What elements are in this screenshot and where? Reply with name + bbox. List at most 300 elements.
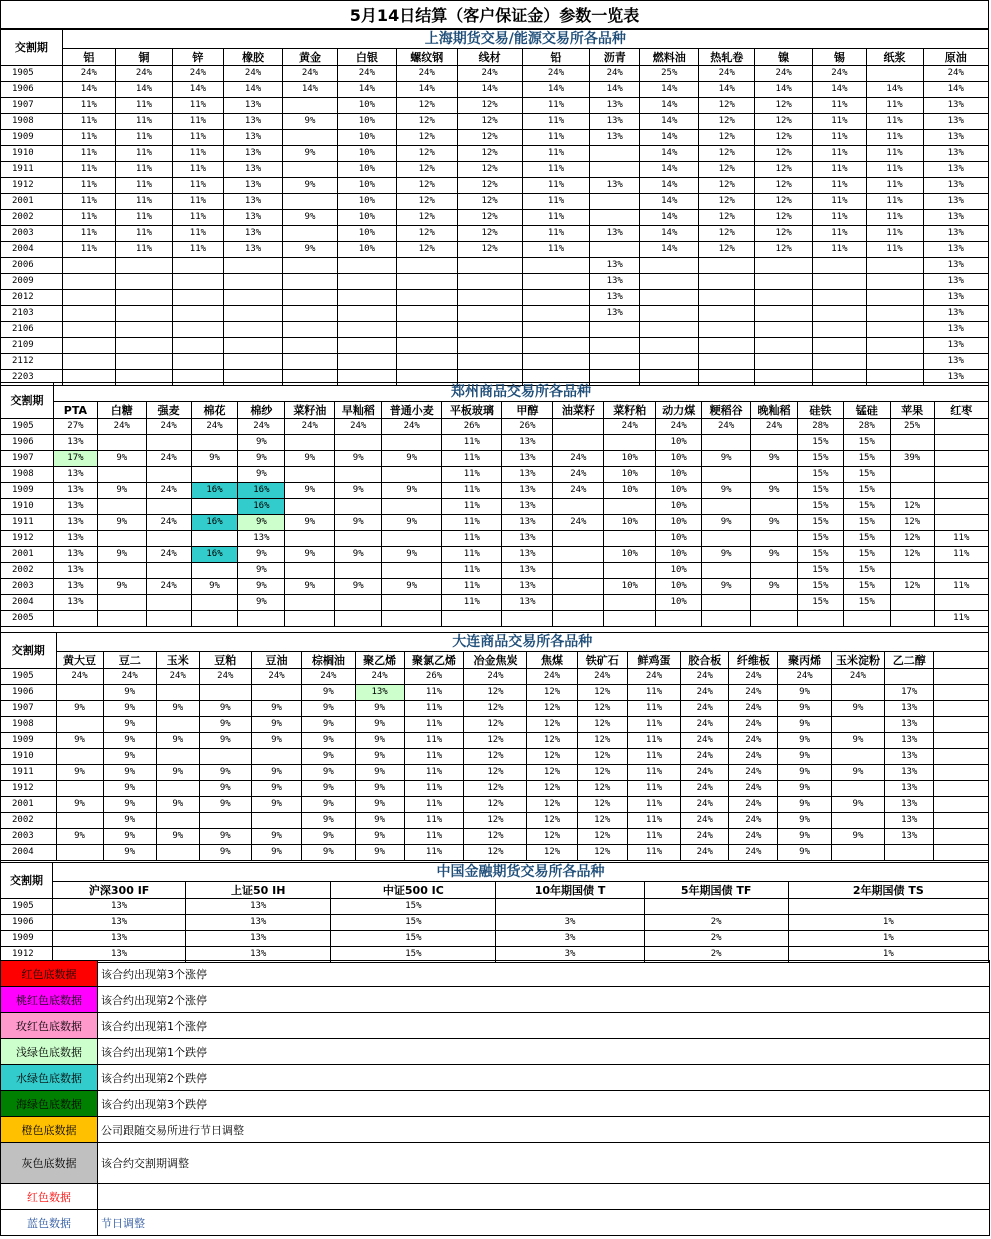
- value-cell: 9%: [335, 483, 382, 499]
- value-cell: 12%: [699, 130, 755, 146]
- value-cell: 24%: [729, 717, 778, 733]
- value-cell: 12%: [464, 685, 527, 701]
- value-cell: [283, 162, 338, 178]
- value-cell: 9%: [355, 829, 404, 845]
- value-cell: 12%: [397, 210, 457, 226]
- value-cell: [251, 749, 301, 765]
- value-cell: 15%: [331, 915, 496, 931]
- value-cell: 24%: [923, 66, 989, 82]
- period-cell: 2002: [1, 813, 57, 829]
- table-row: [1, 595, 989, 611]
- value-cell: 11%: [813, 98, 866, 114]
- value-cell: [522, 258, 590, 274]
- value-cell: 14%: [640, 210, 699, 226]
- value-cell: 26%: [442, 419, 502, 435]
- value-cell: 10%: [604, 467, 656, 483]
- value-cell: 9%: [302, 701, 355, 717]
- value-cell: 9%: [103, 813, 156, 829]
- value-cell: 13%: [223, 194, 282, 210]
- value-cell: 24%: [729, 829, 778, 845]
- value-cell: [382, 531, 442, 547]
- period-cell: 1912: [1, 531, 54, 547]
- value-cell: [283, 194, 338, 210]
- value-cell: [116, 354, 173, 370]
- value-cell: 10%: [656, 579, 702, 595]
- value-cell: [62, 338, 115, 354]
- value-cell: [335, 563, 382, 579]
- value-cell: [866, 338, 923, 354]
- column-header: 油菜籽: [553, 402, 604, 419]
- value-cell: [934, 435, 988, 451]
- value-cell: [755, 354, 813, 370]
- table-row: [1, 419, 989, 435]
- value-cell: 11%: [172, 242, 223, 258]
- column-header: 10年期国债 T: [496, 882, 644, 899]
- value-cell: [62, 290, 115, 306]
- table-row: [1, 146, 989, 162]
- value-cell: 13%: [54, 547, 98, 563]
- value-cell: 12%: [699, 98, 755, 114]
- value-cell: 11%: [627, 701, 680, 717]
- value-cell: 13%: [53, 947, 186, 963]
- value-cell: [337, 338, 396, 354]
- value-cell: 9%: [778, 717, 831, 733]
- value-cell: 24%: [751, 419, 798, 435]
- value-cell: 24%: [397, 66, 457, 82]
- value-cell: [172, 274, 223, 290]
- value-cell: 9%: [199, 701, 251, 717]
- table-row: [1, 242, 989, 258]
- value-cell: 14%: [223, 82, 282, 98]
- value-cell: 9%: [751, 483, 798, 499]
- table-row: [1, 829, 989, 845]
- value-cell: [146, 531, 191, 547]
- value-cell: 14%: [640, 82, 699, 98]
- value-cell: 9%: [191, 579, 238, 595]
- period-cell: 2203: [1, 370, 63, 386]
- value-cell: [156, 717, 199, 733]
- value-cell: 11%: [522, 130, 590, 146]
- value-cell: 24%: [729, 765, 778, 781]
- period-cell: 2003: [1, 226, 63, 242]
- value-cell: 9%: [302, 765, 355, 781]
- value-cell: 14%: [116, 82, 173, 98]
- column-header: 铅: [522, 49, 590, 66]
- value-cell: [97, 499, 146, 515]
- value-cell: 24%: [656, 419, 702, 435]
- value-cell: 11%: [522, 242, 590, 258]
- value-cell: 12%: [457, 162, 522, 178]
- value-cell: 9%: [778, 765, 831, 781]
- value-cell: 13%: [923, 354, 989, 370]
- column-header: 棉花: [191, 402, 238, 419]
- value-cell: 9%: [778, 701, 831, 717]
- value-cell: 24%: [191, 419, 238, 435]
- value-cell: 12%: [755, 130, 813, 146]
- value-cell: 24%: [146, 419, 191, 435]
- value-cell: [522, 354, 590, 370]
- value-cell: 13%: [923, 242, 989, 258]
- value-cell: 24%: [382, 419, 442, 435]
- value-cell: 9%: [702, 451, 751, 467]
- value-cell: [813, 258, 866, 274]
- value-cell: 11%: [116, 146, 173, 162]
- section-title: 中国金融期货交易所各品种: [53, 863, 989, 882]
- value-cell: 15%: [843, 451, 890, 467]
- value-cell: 13%: [590, 306, 640, 322]
- value-cell: [553, 531, 604, 547]
- value-cell: 13%: [54, 435, 98, 451]
- period-header: 交割期: [1, 30, 63, 66]
- value-cell: [457, 258, 522, 274]
- value-cell: 24%: [681, 749, 729, 765]
- legend-row: [1, 1091, 990, 1117]
- value-cell: [62, 306, 115, 322]
- value-cell: 39%: [890, 451, 934, 467]
- table-row: [1, 114, 989, 130]
- value-cell: [172, 258, 223, 274]
- value-cell: 24%: [146, 579, 191, 595]
- value-cell: [283, 226, 338, 242]
- value-cell: 24%: [285, 419, 335, 435]
- column-header: 螺纹钢: [397, 49, 457, 66]
- value-cell: 12%: [527, 685, 577, 701]
- value-cell: 11%: [813, 114, 866, 130]
- value-cell: [640, 322, 699, 338]
- section-title-row: [1, 30, 989, 49]
- empty-cell: [934, 749, 989, 765]
- value-cell: 11%: [62, 210, 115, 226]
- value-cell: [590, 338, 640, 354]
- value-cell: 10%: [337, 146, 396, 162]
- period-cell: 1909: [1, 130, 63, 146]
- value-cell: 9%: [285, 483, 335, 499]
- value-cell: 10%: [337, 162, 396, 178]
- cffex-table: [0, 862, 989, 963]
- value-cell: 14%: [866, 82, 923, 98]
- value-cell: 15%: [843, 515, 890, 531]
- value-cell: 12%: [464, 765, 527, 781]
- value-cell: 2%: [644, 947, 788, 963]
- value-cell: 17%: [54, 451, 98, 467]
- value-cell: 12%: [457, 98, 522, 114]
- period-cell: 2003: [1, 579, 54, 595]
- value-cell: [640, 258, 699, 274]
- value-cell: 11%: [404, 797, 464, 813]
- value-cell: 12%: [457, 146, 522, 162]
- table-row: [1, 915, 989, 931]
- value-cell: 11%: [172, 162, 223, 178]
- value-cell: 14%: [640, 98, 699, 114]
- value-cell: 24%: [778, 669, 831, 685]
- value-cell: 13%: [923, 194, 989, 210]
- period-cell: 2001: [1, 547, 54, 563]
- column-header: 冶金焦炭: [464, 652, 527, 669]
- value-cell: 15%: [797, 451, 843, 467]
- value-cell: [337, 322, 396, 338]
- value-cell: 9%: [751, 451, 798, 467]
- value-cell: 13%: [590, 114, 640, 130]
- table-row: [1, 178, 989, 194]
- value-cell: 12%: [699, 194, 755, 210]
- period-header: 交割期: [1, 633, 57, 669]
- value-cell: 9%: [199, 781, 251, 797]
- value-cell: [934, 419, 988, 435]
- value-cell: 26%: [502, 419, 553, 435]
- value-cell: [934, 515, 988, 531]
- value-cell: 12%: [397, 98, 457, 114]
- shfe-table: [0, 29, 989, 386]
- column-header-row: [1, 402, 989, 419]
- value-cell: 24%: [103, 669, 156, 685]
- value-cell: 24%: [813, 66, 866, 82]
- period-cell: 1908: [1, 467, 54, 483]
- value-cell: 12%: [527, 733, 577, 749]
- value-cell: [831, 781, 884, 797]
- value-cell: 9%: [156, 829, 199, 845]
- table-row: [1, 781, 989, 797]
- value-cell: 9%: [778, 781, 831, 797]
- value-cell: [496, 899, 644, 915]
- value-cell: [831, 813, 884, 829]
- column-header: 黄金: [283, 49, 338, 66]
- value-cell: 12%: [527, 845, 577, 861]
- column-header: 菜籽粕: [604, 402, 656, 419]
- column-header: 热轧卷: [699, 49, 755, 66]
- value-cell: [335, 531, 382, 547]
- value-cell: 9%: [238, 547, 285, 563]
- value-cell: 9%: [302, 845, 355, 861]
- value-cell: 10%: [604, 547, 656, 563]
- column-header: 豆粕: [199, 652, 251, 669]
- value-cell: 24%: [681, 845, 729, 861]
- value-cell: 10%: [337, 226, 396, 242]
- column-header: PTA: [54, 402, 98, 419]
- legend-row: [1, 961, 990, 987]
- value-cell: 16%: [191, 515, 238, 531]
- value-cell: 9%: [283, 146, 338, 162]
- value-cell: 12%: [464, 797, 527, 813]
- value-cell: [890, 467, 934, 483]
- table-row: [1, 306, 989, 322]
- value-cell: [199, 813, 251, 829]
- value-cell: [866, 306, 923, 322]
- value-cell: 11%: [866, 242, 923, 258]
- value-cell: [337, 306, 396, 322]
- value-cell: 9%: [156, 797, 199, 813]
- legend-swatch: 水绿色底数据: [1, 1065, 98, 1091]
- value-cell: 24%: [302, 669, 355, 685]
- value-cell: 13%: [54, 595, 98, 611]
- legend-description: [98, 1184, 990, 1210]
- value-cell: [590, 242, 640, 258]
- empty-cell: [934, 733, 989, 749]
- value-cell: 13%: [54, 563, 98, 579]
- value-cell: 16%: [238, 499, 285, 515]
- value-cell: 9%: [355, 781, 404, 797]
- value-cell: [755, 258, 813, 274]
- column-header: 焦煤: [527, 652, 577, 669]
- value-cell: 11%: [442, 435, 502, 451]
- value-cell: 28%: [797, 419, 843, 435]
- period-cell: 1907: [1, 451, 54, 467]
- value-cell: 13%: [54, 579, 98, 595]
- value-cell: 24%: [464, 669, 527, 685]
- value-cell: 15%: [797, 435, 843, 451]
- value-cell: 15%: [797, 547, 843, 563]
- column-header: 聚氯乙烯: [404, 652, 464, 669]
- value-cell: 13%: [923, 338, 989, 354]
- column-header: 豆油: [251, 652, 301, 669]
- section-gap: [0, 617, 989, 632]
- value-cell: 9%: [283, 178, 338, 194]
- value-cell: 11%: [116, 98, 173, 114]
- value-cell: [890, 483, 934, 499]
- value-cell: 13%: [923, 146, 989, 162]
- value-cell: 11%: [627, 813, 680, 829]
- value-cell: 9%: [355, 765, 404, 781]
- table-row: [1, 531, 989, 547]
- value-cell: 9%: [355, 701, 404, 717]
- column-header: 棕榈油: [302, 652, 355, 669]
- value-cell: 11%: [404, 701, 464, 717]
- value-cell: [337, 274, 396, 290]
- column-header-row: [1, 49, 989, 66]
- value-cell: 24%: [553, 451, 604, 467]
- value-cell: 10%: [656, 547, 702, 563]
- table-row: [1, 749, 989, 765]
- value-cell: 13%: [223, 226, 282, 242]
- value-cell: 17%: [885, 685, 934, 701]
- value-cell: 24%: [681, 733, 729, 749]
- value-cell: 15%: [797, 579, 843, 595]
- value-cell: [522, 274, 590, 290]
- column-header-row: [1, 882, 989, 899]
- value-cell: 11%: [627, 797, 680, 813]
- value-cell: 11%: [522, 210, 590, 226]
- value-cell: [97, 467, 146, 483]
- value-cell: 24%: [522, 66, 590, 82]
- value-cell: [755, 338, 813, 354]
- value-cell: 9%: [831, 765, 884, 781]
- value-cell: 9%: [199, 829, 251, 845]
- value-cell: 11%: [62, 226, 115, 242]
- value-cell: 12%: [890, 547, 934, 563]
- column-header: 铁矿石: [577, 652, 627, 669]
- value-cell: [699, 322, 755, 338]
- value-cell: [934, 467, 988, 483]
- value-cell: 11%: [813, 226, 866, 242]
- value-cell: [553, 499, 604, 515]
- column-header: 玉米淀粉: [831, 652, 884, 669]
- value-cell: 13%: [923, 274, 989, 290]
- value-cell: 9%: [251, 701, 301, 717]
- value-cell: [62, 322, 115, 338]
- value-cell: 10%: [337, 114, 396, 130]
- value-cell: 13%: [923, 290, 989, 306]
- value-cell: 9%: [355, 797, 404, 813]
- value-cell: [116, 306, 173, 322]
- value-cell: 10%: [337, 130, 396, 146]
- value-cell: 13%: [502, 595, 553, 611]
- column-header: 中证500 IC: [331, 882, 496, 899]
- legend-row: [1, 1039, 990, 1065]
- value-cell: 11%: [442, 563, 502, 579]
- value-cell: 11%: [116, 162, 173, 178]
- value-cell: 15%: [331, 931, 496, 947]
- table-row: [1, 98, 989, 114]
- table-row: [1, 258, 989, 274]
- value-cell: [283, 306, 338, 322]
- period-cell: 2109: [1, 338, 63, 354]
- value-cell: [522, 338, 590, 354]
- value-cell: 12%: [397, 194, 457, 210]
- legend-row: [1, 1184, 990, 1210]
- value-cell: 12%: [577, 765, 627, 781]
- value-cell: 15%: [843, 531, 890, 547]
- value-cell: 24%: [251, 669, 301, 685]
- value-cell: 24%: [337, 66, 396, 82]
- value-cell: [116, 290, 173, 306]
- value-cell: 14%: [640, 242, 699, 258]
- value-cell: [813, 274, 866, 290]
- value-cell: 14%: [62, 82, 115, 98]
- column-header: 铜: [116, 49, 173, 66]
- value-cell: [283, 338, 338, 354]
- value-cell: [751, 435, 798, 451]
- value-cell: 11%: [866, 226, 923, 242]
- value-cell: 11%: [813, 210, 866, 226]
- value-cell: 9%: [251, 765, 301, 781]
- value-cell: 11%: [866, 194, 923, 210]
- value-cell: 11%: [404, 733, 464, 749]
- value-cell: 11%: [442, 467, 502, 483]
- value-cell: [553, 563, 604, 579]
- value-cell: 11%: [627, 765, 680, 781]
- column-header: 普通小麦: [382, 402, 442, 419]
- value-cell: 9%: [778, 749, 831, 765]
- value-cell: 9%: [283, 114, 338, 130]
- value-cell: [751, 563, 798, 579]
- column-header: 纸浆: [866, 49, 923, 66]
- value-cell: 11%: [116, 226, 173, 242]
- column-header: 苹果: [890, 402, 934, 419]
- value-cell: 12%: [577, 781, 627, 797]
- value-cell: 24%: [56, 669, 103, 685]
- period-cell: 2004: [1, 845, 57, 861]
- table-row: [1, 226, 989, 242]
- value-cell: 13%: [885, 765, 934, 781]
- value-cell: [223, 258, 282, 274]
- value-cell: 9%: [191, 451, 238, 467]
- value-cell: 24%: [283, 66, 338, 82]
- value-cell: [146, 563, 191, 579]
- period-cell: 1907: [1, 98, 63, 114]
- period-cell: 1912: [1, 178, 63, 194]
- value-cell: [604, 595, 656, 611]
- period-cell: 1908: [1, 114, 63, 130]
- value-cell: [640, 338, 699, 354]
- value-cell: 10%: [656, 467, 702, 483]
- value-cell: 24%: [238, 419, 285, 435]
- value-cell: 24%: [116, 66, 173, 82]
- value-cell: 11%: [116, 178, 173, 194]
- value-cell: 14%: [397, 82, 457, 98]
- value-cell: 15%: [797, 483, 843, 499]
- period-cell: 1906: [1, 685, 57, 701]
- value-cell: 11%: [172, 178, 223, 194]
- value-cell: 24%: [604, 419, 656, 435]
